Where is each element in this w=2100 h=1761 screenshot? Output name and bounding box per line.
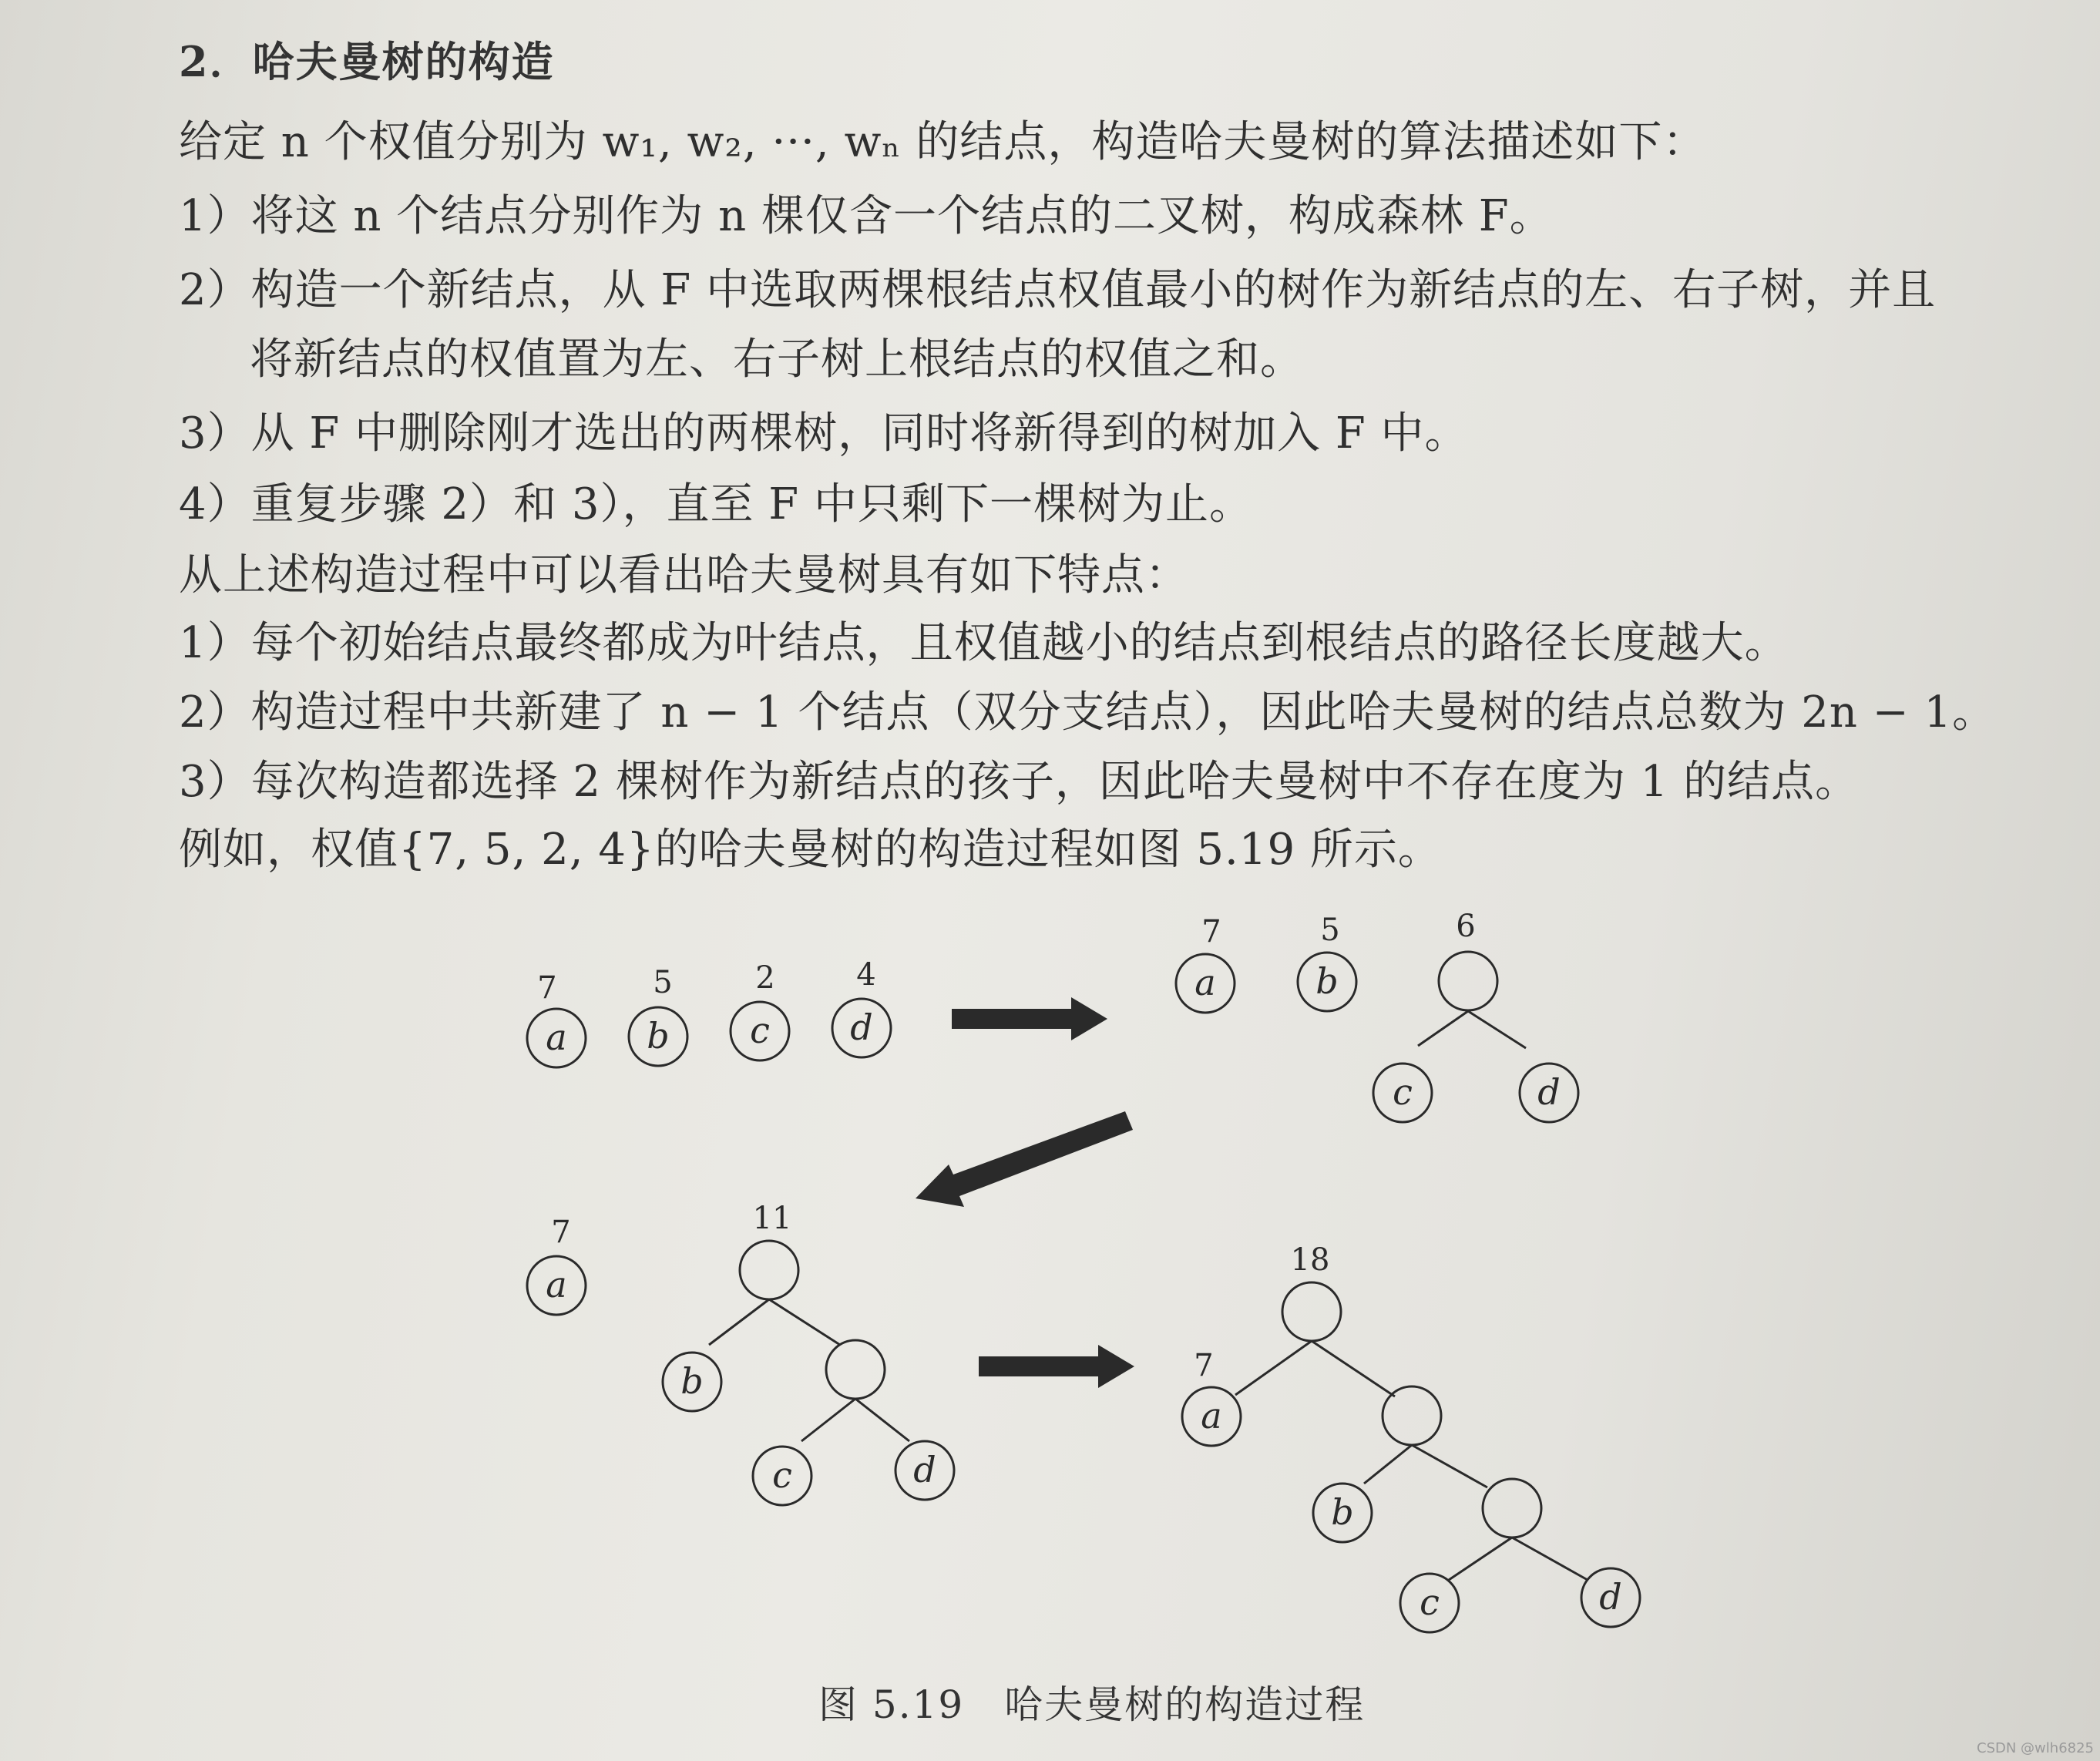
step2-forest	[1176, 909, 1578, 1122]
csdn-watermark: CSDN @wlh6825	[1977, 1740, 2094, 1756]
step4-node-root	[1282, 1282, 1341, 1341]
text-line-property-1: 1）每个初始结点最终都成为叶结点，且权值越小的结点到根结点的路径长度越大。	[179, 618, 1789, 668]
step1-label-b: b	[647, 1015, 670, 1057]
step4-node-internal-2	[1483, 1479, 1541, 1538]
step1-label-a: a	[546, 1017, 567, 1058]
step2-node-root	[1439, 952, 1497, 1010]
section-title: 2．哈夫曼树的构造	[179, 37, 555, 86]
step4-weight-root: 18	[1290, 1242, 1330, 1278]
step4-label-a: a	[1201, 1395, 1222, 1437]
step2-label-a: a	[1194, 962, 1216, 1003]
step3-node-root	[740, 1241, 798, 1299]
arrow-step3-to-step4	[979, 1345, 1134, 1388]
step3-label-a: a	[546, 1264, 567, 1306]
step2-weight-b: 5	[1320, 912, 1340, 948]
text-line-properties-intro: 从上述构造过程中可以看出哈夫曼树具有如下特点：	[179, 550, 1189, 600]
text-line-step-2: 2）构造一个新结点，从 F 中选取两棵根结点权值最小的树作为新结点的左、右子树，并且	[179, 265, 1937, 315]
text-line-example: 例如，权值{7, 5, 2, 4}的哈夫曼树的构造过程如图 5.19 所示。	[179, 825, 1442, 875]
figure-caption: 图 5.19 哈夫曼树的构造过程	[818, 1682, 1366, 1727]
step2-label-b: b	[1315, 960, 1339, 1002]
step4-weight-a: 7	[1194, 1348, 1214, 1383]
step1-weight-b: 5	[653, 965, 673, 1000]
step1-weight-d: 4	[856, 957, 876, 993]
step3-forest	[527, 1201, 954, 1505]
step2-label-d: d	[1537, 1071, 1561, 1113]
step1-weight-a: 7	[537, 970, 557, 1006]
text-line-step-3: 3）从 F 中删除刚才选出的两棵树，同时将新得到的树加入 F 中。	[179, 408, 1469, 459]
text-line-property-2: 2）构造过程中共新建了 n − 1 个结点（双分支结点），因此哈夫曼树的结点总数为 2n − 1。	[179, 687, 1997, 738]
text-line-intro: 给定 n 个权值分别为 w₁, w₂, ···, wₙ 的结点，构造哈夫曼树的算法描述如下：	[179, 117, 1707, 167]
step3-label-b: b	[680, 1360, 704, 1402]
step3-label-d: d	[913, 1449, 936, 1490]
text-line-step-2-cont: 将新结点的权值置为左、右子树上根结点的权值之和。	[250, 334, 1304, 385]
text-line-step-1: 1）将这 n 个结点分别作为 n 棵仅含一个结点的二叉树，构成森林 F。	[179, 191, 1554, 241]
step2-label-c: c	[1393, 1071, 1413, 1113]
step3-node-internal	[826, 1340, 885, 1399]
step4-label-c: c	[1420, 1581, 1440, 1623]
text-line-step-4: 4）重复步骤 2）和 3），直至 F 中只剩下一棵树为止。	[179, 479, 1253, 529]
step3-weight-root: 11	[752, 1201, 792, 1236]
step1-label-c: c	[750, 1010, 770, 1051]
text-line-property-3: 3）每次构造都选择 2 棵树作为新结点的孩子，因此哈夫曼树中不存在度为 1 的结点。	[179, 757, 1860, 807]
step1-label-d: d	[850, 1007, 873, 1048]
step4-label-d: d	[1599, 1576, 1622, 1618]
arrow-step1-to-step2	[952, 997, 1107, 1040]
step4-node-internal-1	[1383, 1386, 1441, 1445]
step3-weight-a: 7	[551, 1215, 571, 1250]
step3-label-c: c	[772, 1454, 792, 1496]
step2-weight-a: 7	[1201, 914, 1221, 949]
step1-forest	[527, 957, 891, 1067]
step4-label-b: b	[1331, 1491, 1354, 1533]
step1-weight-c: 2	[755, 960, 775, 996]
step4-huffman-tree	[1182, 1242, 1640, 1632]
step2-weight-root: 6	[1456, 909, 1476, 944]
arrow-step2-to-step3	[916, 1111, 1133, 1207]
